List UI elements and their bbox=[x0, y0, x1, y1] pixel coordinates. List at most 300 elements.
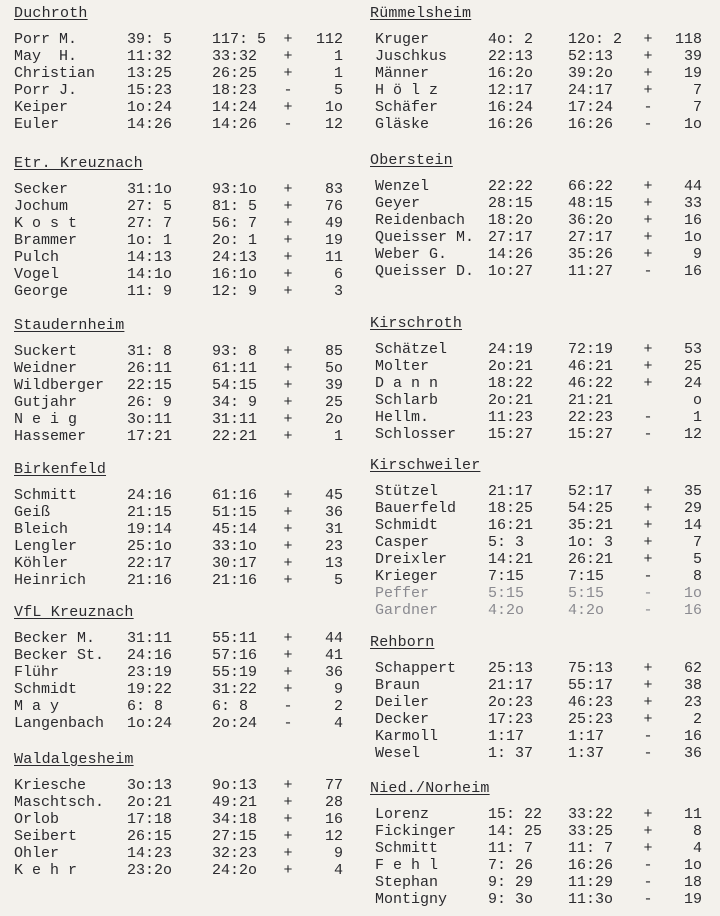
difference-sign: + bbox=[643, 483, 653, 500]
difference-sign: + bbox=[283, 538, 293, 555]
score-first: 17:23 bbox=[488, 711, 534, 728]
score-first: 1:17 bbox=[488, 728, 525, 745]
difference-sign: + bbox=[643, 823, 653, 840]
player-name: Weidner bbox=[14, 360, 78, 377]
difference-value: 16 bbox=[683, 263, 702, 280]
player-row bbox=[14, 343, 343, 360]
difference-sign: + bbox=[283, 99, 293, 116]
difference-value: o bbox=[692, 392, 702, 409]
score-total: 35:26 bbox=[568, 246, 614, 263]
score-total: 33:1o bbox=[212, 538, 258, 555]
score-total: 14:24 bbox=[212, 99, 258, 116]
player-row bbox=[14, 99, 343, 116]
score-total: 72:19 bbox=[568, 341, 614, 358]
player-list bbox=[14, 181, 343, 300]
player-row bbox=[370, 82, 702, 99]
player-row bbox=[14, 198, 343, 215]
player-name: Christian bbox=[14, 65, 96, 82]
player-row bbox=[14, 845, 343, 862]
difference-value: 12 bbox=[324, 828, 343, 845]
score-first: 14:23 bbox=[127, 845, 173, 862]
difference-sign: + bbox=[283, 647, 293, 664]
player-row bbox=[370, 517, 702, 534]
score-total: 117: 5 bbox=[212, 31, 267, 48]
player-row bbox=[14, 65, 343, 82]
difference-value: 1o bbox=[683, 116, 702, 133]
difference-value: 1o bbox=[324, 99, 343, 116]
difference-value: 5o bbox=[324, 360, 343, 377]
player-list bbox=[370, 178, 702, 280]
score-total: 16:1o bbox=[212, 266, 258, 283]
player-name: H ö l z bbox=[375, 82, 439, 99]
player-row bbox=[14, 521, 343, 538]
player-row bbox=[14, 555, 343, 572]
player-row bbox=[370, 178, 702, 195]
score-first: 14:21 bbox=[488, 551, 534, 568]
difference-sign: + bbox=[283, 777, 293, 794]
difference-value: 53 bbox=[683, 341, 702, 358]
player-name: K o s t bbox=[14, 215, 78, 232]
score-total: 46:22 bbox=[568, 375, 614, 392]
score-first: 11: 7 bbox=[488, 840, 534, 857]
player-name: Wildberger bbox=[14, 377, 105, 394]
player-row bbox=[370, 711, 702, 728]
player-name: Langenbach bbox=[14, 715, 105, 732]
player-row bbox=[14, 681, 343, 698]
difference-sign: + bbox=[643, 65, 653, 82]
score-first: 12:17 bbox=[488, 82, 534, 99]
difference-sign: - bbox=[643, 426, 653, 443]
difference-sign: - bbox=[283, 82, 293, 99]
score-total: 26:21 bbox=[568, 551, 614, 568]
player-name: Bleich bbox=[14, 521, 69, 538]
player-name: Porr M. bbox=[14, 31, 78, 48]
difference-sign: + bbox=[283, 521, 293, 538]
difference-sign: - bbox=[643, 891, 653, 908]
score-first: 31:11 bbox=[127, 630, 173, 647]
team-block-vfl-kreuznach bbox=[14, 604, 343, 732]
difference-sign: + bbox=[643, 341, 653, 358]
score-total: 35:21 bbox=[568, 517, 614, 534]
player-name: Stützel bbox=[375, 483, 439, 500]
score-first: 17:21 bbox=[127, 428, 173, 445]
difference-value: 31 bbox=[324, 521, 343, 538]
player-name: Schätzel bbox=[375, 341, 448, 358]
player-row bbox=[370, 99, 702, 116]
score-total: 61:16 bbox=[212, 487, 258, 504]
team-block-duchroth bbox=[14, 5, 343, 133]
score-first: 19:22 bbox=[127, 681, 173, 698]
difference-sign: + bbox=[283, 394, 293, 411]
player-list bbox=[370, 341, 702, 443]
score-first: 27: 7 bbox=[127, 215, 173, 232]
score-total: 18:23 bbox=[212, 82, 258, 99]
player-name: Stephan bbox=[375, 874, 439, 891]
difference-sign: + bbox=[643, 195, 653, 212]
score-first: 25:13 bbox=[488, 660, 534, 677]
difference-value: 16 bbox=[324, 811, 343, 828]
difference-sign: + bbox=[283, 65, 293, 82]
score-total: 33:25 bbox=[568, 823, 614, 840]
team-name: VfL Kreuznach bbox=[14, 604, 134, 621]
difference-sign: + bbox=[643, 806, 653, 823]
score-first: 14:26 bbox=[127, 116, 173, 133]
difference-value: 7 bbox=[692, 534, 702, 551]
difference-sign: + bbox=[643, 178, 653, 195]
score-total: 45:14 bbox=[212, 521, 258, 538]
difference-value: 8 bbox=[692, 823, 702, 840]
score-first: 18:25 bbox=[488, 500, 534, 517]
score-total: 30:17 bbox=[212, 555, 258, 572]
player-row bbox=[370, 246, 702, 263]
player-row bbox=[14, 48, 343, 65]
difference-value: 33 bbox=[683, 195, 702, 212]
player-row bbox=[14, 394, 343, 411]
team-block-birkenfeld bbox=[14, 461, 343, 589]
team-name: Kirschroth bbox=[370, 315, 463, 332]
score-first: 1o:24 bbox=[127, 715, 173, 732]
score-first: 16:24 bbox=[488, 99, 534, 116]
difference-sign: + bbox=[643, 82, 653, 99]
score-first: 4o: 2 bbox=[488, 31, 534, 48]
difference-value: 2 bbox=[333, 698, 343, 715]
score-total: 17:24 bbox=[568, 99, 614, 116]
player-row bbox=[14, 82, 343, 99]
difference-sign: + bbox=[283, 572, 293, 589]
difference-value: 23 bbox=[683, 694, 702, 711]
player-row bbox=[370, 116, 702, 133]
score-total: 5:15 bbox=[568, 585, 605, 602]
difference-sign: + bbox=[643, 229, 653, 246]
score-first: 18:2o bbox=[488, 212, 534, 229]
player-name: Gutjahr bbox=[14, 394, 78, 411]
score-total: 21:16 bbox=[212, 572, 258, 589]
difference-sign: - bbox=[643, 728, 653, 745]
difference-value: 4 bbox=[692, 840, 702, 857]
score-first: 17:18 bbox=[127, 811, 173, 828]
score-first: 3o:13 bbox=[127, 777, 173, 794]
score-total: 54:15 bbox=[212, 377, 258, 394]
difference-value: 62 bbox=[683, 660, 702, 677]
score-first: 28:15 bbox=[488, 195, 534, 212]
difference-sign: + bbox=[643, 711, 653, 728]
player-name: Vogel bbox=[14, 266, 60, 283]
score-total: 57:16 bbox=[212, 647, 258, 664]
player-list bbox=[14, 487, 343, 589]
score-total: 15:27 bbox=[568, 426, 614, 443]
team-block-waldalgesheim bbox=[14, 751, 343, 879]
score-first: 16:2o bbox=[488, 65, 534, 82]
player-row bbox=[370, 660, 702, 677]
player-name: Männer bbox=[375, 65, 430, 82]
difference-sign: - bbox=[643, 263, 653, 280]
player-name: Geiß bbox=[14, 504, 51, 521]
difference-value: 25 bbox=[324, 394, 343, 411]
score-total: 2o: 1 bbox=[212, 232, 258, 249]
score-total: 24:2o bbox=[212, 862, 258, 879]
score-first: 11:32 bbox=[127, 48, 173, 65]
team-block-r-mmelsheim bbox=[370, 5, 702, 133]
score-first: 21:16 bbox=[127, 572, 173, 589]
score-total: 11:3o bbox=[568, 891, 614, 908]
player-row bbox=[14, 377, 343, 394]
player-row bbox=[14, 630, 343, 647]
difference-sign: + bbox=[283, 828, 293, 845]
score-first: 1: 37 bbox=[488, 745, 534, 762]
score-first: 11: 9 bbox=[127, 283, 173, 300]
score-first: 7: 26 bbox=[488, 857, 534, 874]
player-row bbox=[370, 500, 702, 517]
team-block-kirschroth bbox=[370, 315, 702, 443]
score-total: 21:21 bbox=[568, 392, 614, 409]
difference-sign: - bbox=[283, 698, 293, 715]
player-list bbox=[370, 660, 702, 762]
difference-sign: + bbox=[283, 411, 293, 428]
player-row bbox=[14, 572, 343, 589]
score-first: 16:21 bbox=[488, 517, 534, 534]
difference-sign: + bbox=[283, 487, 293, 504]
score-total: 51:15 bbox=[212, 504, 258, 521]
score-total: 39:2o bbox=[568, 65, 614, 82]
difference-value: 11 bbox=[324, 249, 343, 266]
difference-value: 12 bbox=[324, 116, 343, 133]
difference-value: 16 bbox=[683, 728, 702, 745]
score-total: 52:17 bbox=[568, 483, 614, 500]
difference-value: 7 bbox=[692, 99, 702, 116]
score-total: 75:13 bbox=[568, 660, 614, 677]
score-total: 22:21 bbox=[212, 428, 258, 445]
difference-sign: + bbox=[283, 249, 293, 266]
player-name: Queisser D. bbox=[375, 263, 475, 280]
difference-value: 7 bbox=[692, 82, 702, 99]
team-block-etr-kreuznach bbox=[14, 155, 343, 300]
score-first: 31:1o bbox=[127, 181, 173, 198]
score-total: 6: 8 bbox=[212, 698, 249, 715]
score-first: 27: 5 bbox=[127, 198, 173, 215]
player-row bbox=[14, 698, 343, 715]
team-name: Kirschweiler bbox=[370, 457, 481, 474]
player-name: Wesel bbox=[375, 745, 421, 762]
difference-sign: + bbox=[283, 794, 293, 811]
difference-sign: + bbox=[283, 555, 293, 572]
difference-value: 12 bbox=[683, 426, 702, 443]
player-name: Hassemer bbox=[14, 428, 87, 445]
score-first: 24:16 bbox=[127, 487, 173, 504]
difference-value: 85 bbox=[324, 343, 343, 360]
difference-sign: - bbox=[283, 116, 293, 133]
difference-value: 36 bbox=[683, 745, 702, 762]
player-row bbox=[370, 568, 702, 585]
difference-value: 23 bbox=[324, 538, 343, 555]
score-first: 5: 3 bbox=[488, 534, 525, 551]
difference-sign: + bbox=[283, 845, 293, 862]
score-total: 1:37 bbox=[568, 745, 605, 762]
score-first: 26:11 bbox=[127, 360, 173, 377]
player-row bbox=[370, 426, 702, 443]
difference-sign: + bbox=[283, 283, 293, 300]
score-total: 36:2o bbox=[568, 212, 614, 229]
player-name: Wenzel bbox=[375, 178, 430, 195]
difference-sign: + bbox=[283, 862, 293, 879]
team-block-staudernheim bbox=[14, 317, 343, 445]
difference-sign: + bbox=[643, 500, 653, 517]
player-row bbox=[370, 212, 702, 229]
player-name: N e i g bbox=[14, 411, 78, 428]
difference-sign: + bbox=[643, 660, 653, 677]
player-name: Secker bbox=[14, 181, 69, 198]
player-name: Schmidt bbox=[375, 517, 439, 534]
difference-value: 24 bbox=[683, 375, 702, 392]
player-row bbox=[14, 794, 343, 811]
difference-value: 9 bbox=[333, 845, 343, 862]
score-first: 21:17 bbox=[488, 677, 534, 694]
score-first: 22:15 bbox=[127, 377, 173, 394]
player-row bbox=[14, 266, 343, 283]
player-name: Schappert bbox=[375, 660, 457, 677]
difference-sign: + bbox=[643, 677, 653, 694]
score-total: 49:21 bbox=[212, 794, 258, 811]
difference-value: 1 bbox=[333, 428, 343, 445]
difference-sign: + bbox=[643, 375, 653, 392]
score-first: 1o: 1 bbox=[127, 232, 173, 249]
difference-sign: + bbox=[643, 246, 653, 263]
player-name: Weber G. bbox=[375, 246, 448, 263]
score-total: 27:17 bbox=[568, 229, 614, 246]
difference-sign: - bbox=[643, 745, 653, 762]
player-name: Reidenbach bbox=[375, 212, 466, 229]
player-name: Brammer bbox=[14, 232, 78, 249]
score-total: 55:17 bbox=[568, 677, 614, 694]
score-first: 23:19 bbox=[127, 664, 173, 681]
player-name: Pulch bbox=[14, 249, 60, 266]
difference-sign: - bbox=[643, 568, 653, 585]
score-first: 18:22 bbox=[488, 375, 534, 392]
difference-value: 76 bbox=[324, 198, 343, 215]
player-row bbox=[14, 862, 343, 879]
player-name: Schäfer bbox=[375, 99, 439, 116]
score-first: 26:15 bbox=[127, 828, 173, 845]
difference-sign: + bbox=[643, 31, 653, 48]
player-name: Montigny bbox=[375, 891, 448, 908]
difference-value: 3 bbox=[333, 283, 343, 300]
difference-sign: + bbox=[643, 534, 653, 551]
player-name: Deiler bbox=[375, 694, 430, 711]
player-name: Hellm. bbox=[375, 409, 430, 426]
team-name: Staudernheim bbox=[14, 317, 125, 334]
player-row bbox=[370, 823, 702, 840]
player-row bbox=[370, 31, 702, 48]
player-name: Bauerfeld bbox=[375, 500, 457, 517]
player-row bbox=[370, 263, 702, 280]
player-row bbox=[370, 728, 702, 745]
player-row bbox=[14, 360, 343, 377]
score-total: 7:15 bbox=[568, 568, 605, 585]
team-block-rehborn bbox=[370, 634, 702, 762]
difference-value: 8 bbox=[692, 568, 702, 585]
player-name: Fickinger bbox=[375, 823, 457, 840]
player-row bbox=[14, 428, 343, 445]
difference-value: 16 bbox=[683, 212, 702, 229]
difference-value: 13 bbox=[324, 555, 343, 572]
score-first: 16:26 bbox=[488, 116, 534, 133]
difference-value: 19 bbox=[324, 232, 343, 249]
difference-sign: + bbox=[283, 266, 293, 283]
score-first: 26: 9 bbox=[127, 394, 173, 411]
difference-value: 1 bbox=[333, 65, 343, 82]
score-total: 55:19 bbox=[212, 664, 258, 681]
player-row bbox=[14, 504, 343, 521]
difference-value: 25 bbox=[683, 358, 702, 375]
player-row bbox=[370, 840, 702, 857]
difference-value: 6 bbox=[333, 266, 343, 283]
player-row bbox=[370, 341, 702, 358]
score-total: 61:11 bbox=[212, 360, 258, 377]
score-total: 9o:13 bbox=[212, 777, 258, 794]
difference-value: 83 bbox=[324, 181, 343, 198]
player-row bbox=[14, 487, 343, 504]
score-first: 2o:23 bbox=[488, 694, 534, 711]
difference-sign: + bbox=[283, 48, 293, 65]
score-total: 1o: 3 bbox=[568, 534, 614, 551]
player-row bbox=[14, 811, 343, 828]
player-row bbox=[370, 229, 702, 246]
player-row bbox=[370, 874, 702, 891]
team-block-kirschweiler bbox=[370, 457, 702, 619]
score-total: 4:2o bbox=[568, 602, 605, 619]
score-total: 11:29 bbox=[568, 874, 614, 891]
score-first: 31: 8 bbox=[127, 343, 173, 360]
score-total: 54:25 bbox=[568, 500, 614, 517]
difference-value: 4 bbox=[333, 715, 343, 732]
score-first: 4:2o bbox=[488, 602, 525, 619]
player-row bbox=[370, 65, 702, 82]
difference-sign: + bbox=[283, 198, 293, 215]
difference-value: 44 bbox=[324, 630, 343, 647]
difference-value: 35 bbox=[683, 483, 702, 500]
difference-value: 5 bbox=[333, 82, 343, 99]
player-row bbox=[370, 392, 702, 409]
player-name: D a n n bbox=[375, 375, 439, 392]
player-row bbox=[370, 48, 702, 65]
player-name: Gläske bbox=[375, 116, 430, 133]
player-name: Köhler bbox=[14, 555, 69, 572]
difference-sign: - bbox=[643, 874, 653, 891]
player-list bbox=[370, 483, 702, 619]
player-name: Schlarb bbox=[375, 392, 439, 409]
player-name: May H. bbox=[14, 48, 78, 65]
player-name: Kruger bbox=[375, 31, 430, 48]
player-name: Queisser M. bbox=[375, 229, 475, 246]
player-row bbox=[14, 116, 343, 133]
player-row bbox=[14, 249, 343, 266]
difference-sign: + bbox=[283, 428, 293, 445]
score-total: 12o: 2 bbox=[568, 31, 623, 48]
difference-value: 36 bbox=[324, 504, 343, 521]
score-first: 1o:27 bbox=[488, 263, 534, 280]
player-name: Orlob bbox=[14, 811, 60, 828]
player-name: Becker St. bbox=[14, 647, 105, 664]
score-total: 16:26 bbox=[568, 857, 614, 874]
score-total: 56: 7 bbox=[212, 215, 258, 232]
player-name: M a y bbox=[14, 698, 60, 715]
team-name: Rehborn bbox=[370, 634, 435, 651]
player-row bbox=[14, 411, 343, 428]
difference-value: 39 bbox=[324, 377, 343, 394]
score-total: 81: 5 bbox=[212, 198, 258, 215]
score-total: 52:13 bbox=[568, 48, 614, 65]
difference-sign: + bbox=[283, 360, 293, 377]
score-first: 14:1o bbox=[127, 266, 173, 283]
